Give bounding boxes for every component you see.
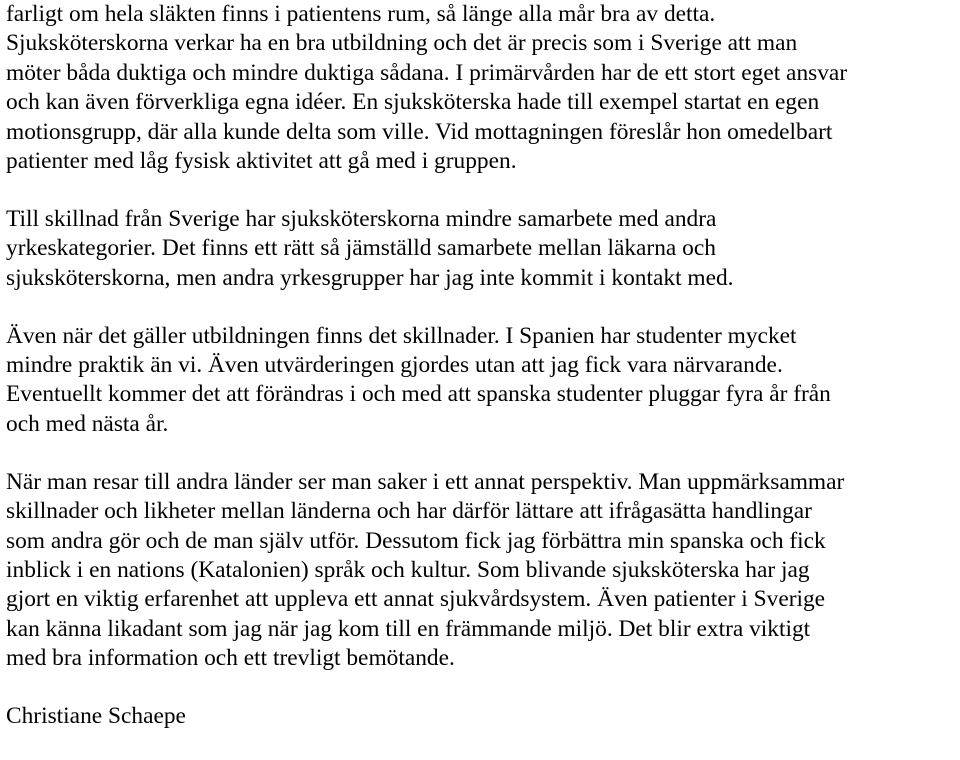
- paragraph-spacer: [6, 439, 956, 468]
- text-line: motionsgrupp, där alla kunde delta som ville. Vid mottagningen föreslår hon omedelbart: [6, 118, 833, 145]
- text-line: inblick i en nations (Katalonien) språk och kultur. Som blivande sjuksköterska har jag: [6, 557, 810, 584]
- paragraph-spacer: [6, 176, 956, 205]
- text-line: farligt om hela släkten finns i patientens rum, så länge alla mår bra av detta.: [6, 1, 716, 27]
- text-line: patienter med låg fysisk aktivitet att gå med i gruppen.: [6, 147, 517, 174]
- paragraph: [6, 322, 956, 440]
- paragraph-spacer: [6, 674, 956, 703]
- text-line: Till skillnad från Sverige har sjuksköterskorna mindre samarbete med andra: [6, 205, 717, 232]
- text-line: Även när det gäller utbildningen finns det skillnader. I Spanien har studenter mycket: [6, 322, 797, 349]
- text-line: kan känna likadant som jag när jag kom till en främmande miljö. Det blir extra viktigt: [6, 615, 811, 642]
- text-line: yrkeskategorier. Det finns ett rätt så jämställd samarbete mellan läkarna och: [6, 235, 716, 262]
- text-line: sjuksköterskorna, men andra yrkesgrupper har jag inte kommit i kontakt med.: [6, 264, 734, 291]
- paragraph: [6, 0, 956, 176]
- text-line: med bra information och ett trevligt bemötande.: [6, 645, 455, 672]
- document-body: [6, 0, 956, 732]
- text-line: Eventuellt kommer det att förändras i och med att spanska studenter pluggar fyra år från: [6, 381, 831, 408]
- text-line: gjort en viktig erfarenhet att uppleva ett annat sjukvårdsystem. Även patienter i Sverige: [6, 586, 826, 613]
- paragraph: [6, 468, 956, 674]
- text-line: skillnader och likheter mellan länderna och har därför lättare att ifrågasätta handlingar: [6, 498, 812, 525]
- text-line: möter båda duktiga och mindre duktiga sådana. I primärvården har de ett stort eget ansvar: [6, 59, 848, 86]
- paragraph: [6, 205, 956, 293]
- paragraph-spacer: [6, 293, 956, 322]
- text-line: och med nästa år.: [6, 410, 169, 437]
- text-line: Sjuksköterskorna verkar ha en bra utbildning och det är precis som i Sverige att man: [6, 30, 798, 57]
- text-line: mindre praktik än vi. Även utvärderingen gjordes utan att jag fick vara närvarande.: [6, 352, 783, 379]
- text-line: När man resar till andra länder ser man saker i ett annat perspektiv. Man uppmärksammar: [6, 468, 845, 495]
- signature-paragraph: [6, 702, 956, 731]
- author-signature: Christiane Schaepe: [6, 703, 186, 730]
- text-line: och kan även förverkliga egna idéer. En sjuksköterska hade till exempel startat en egen: [6, 89, 820, 116]
- text-line: som andra gör och de man själv utför. Dessutom fick jag förbättra min spanska och fick: [6, 527, 826, 554]
